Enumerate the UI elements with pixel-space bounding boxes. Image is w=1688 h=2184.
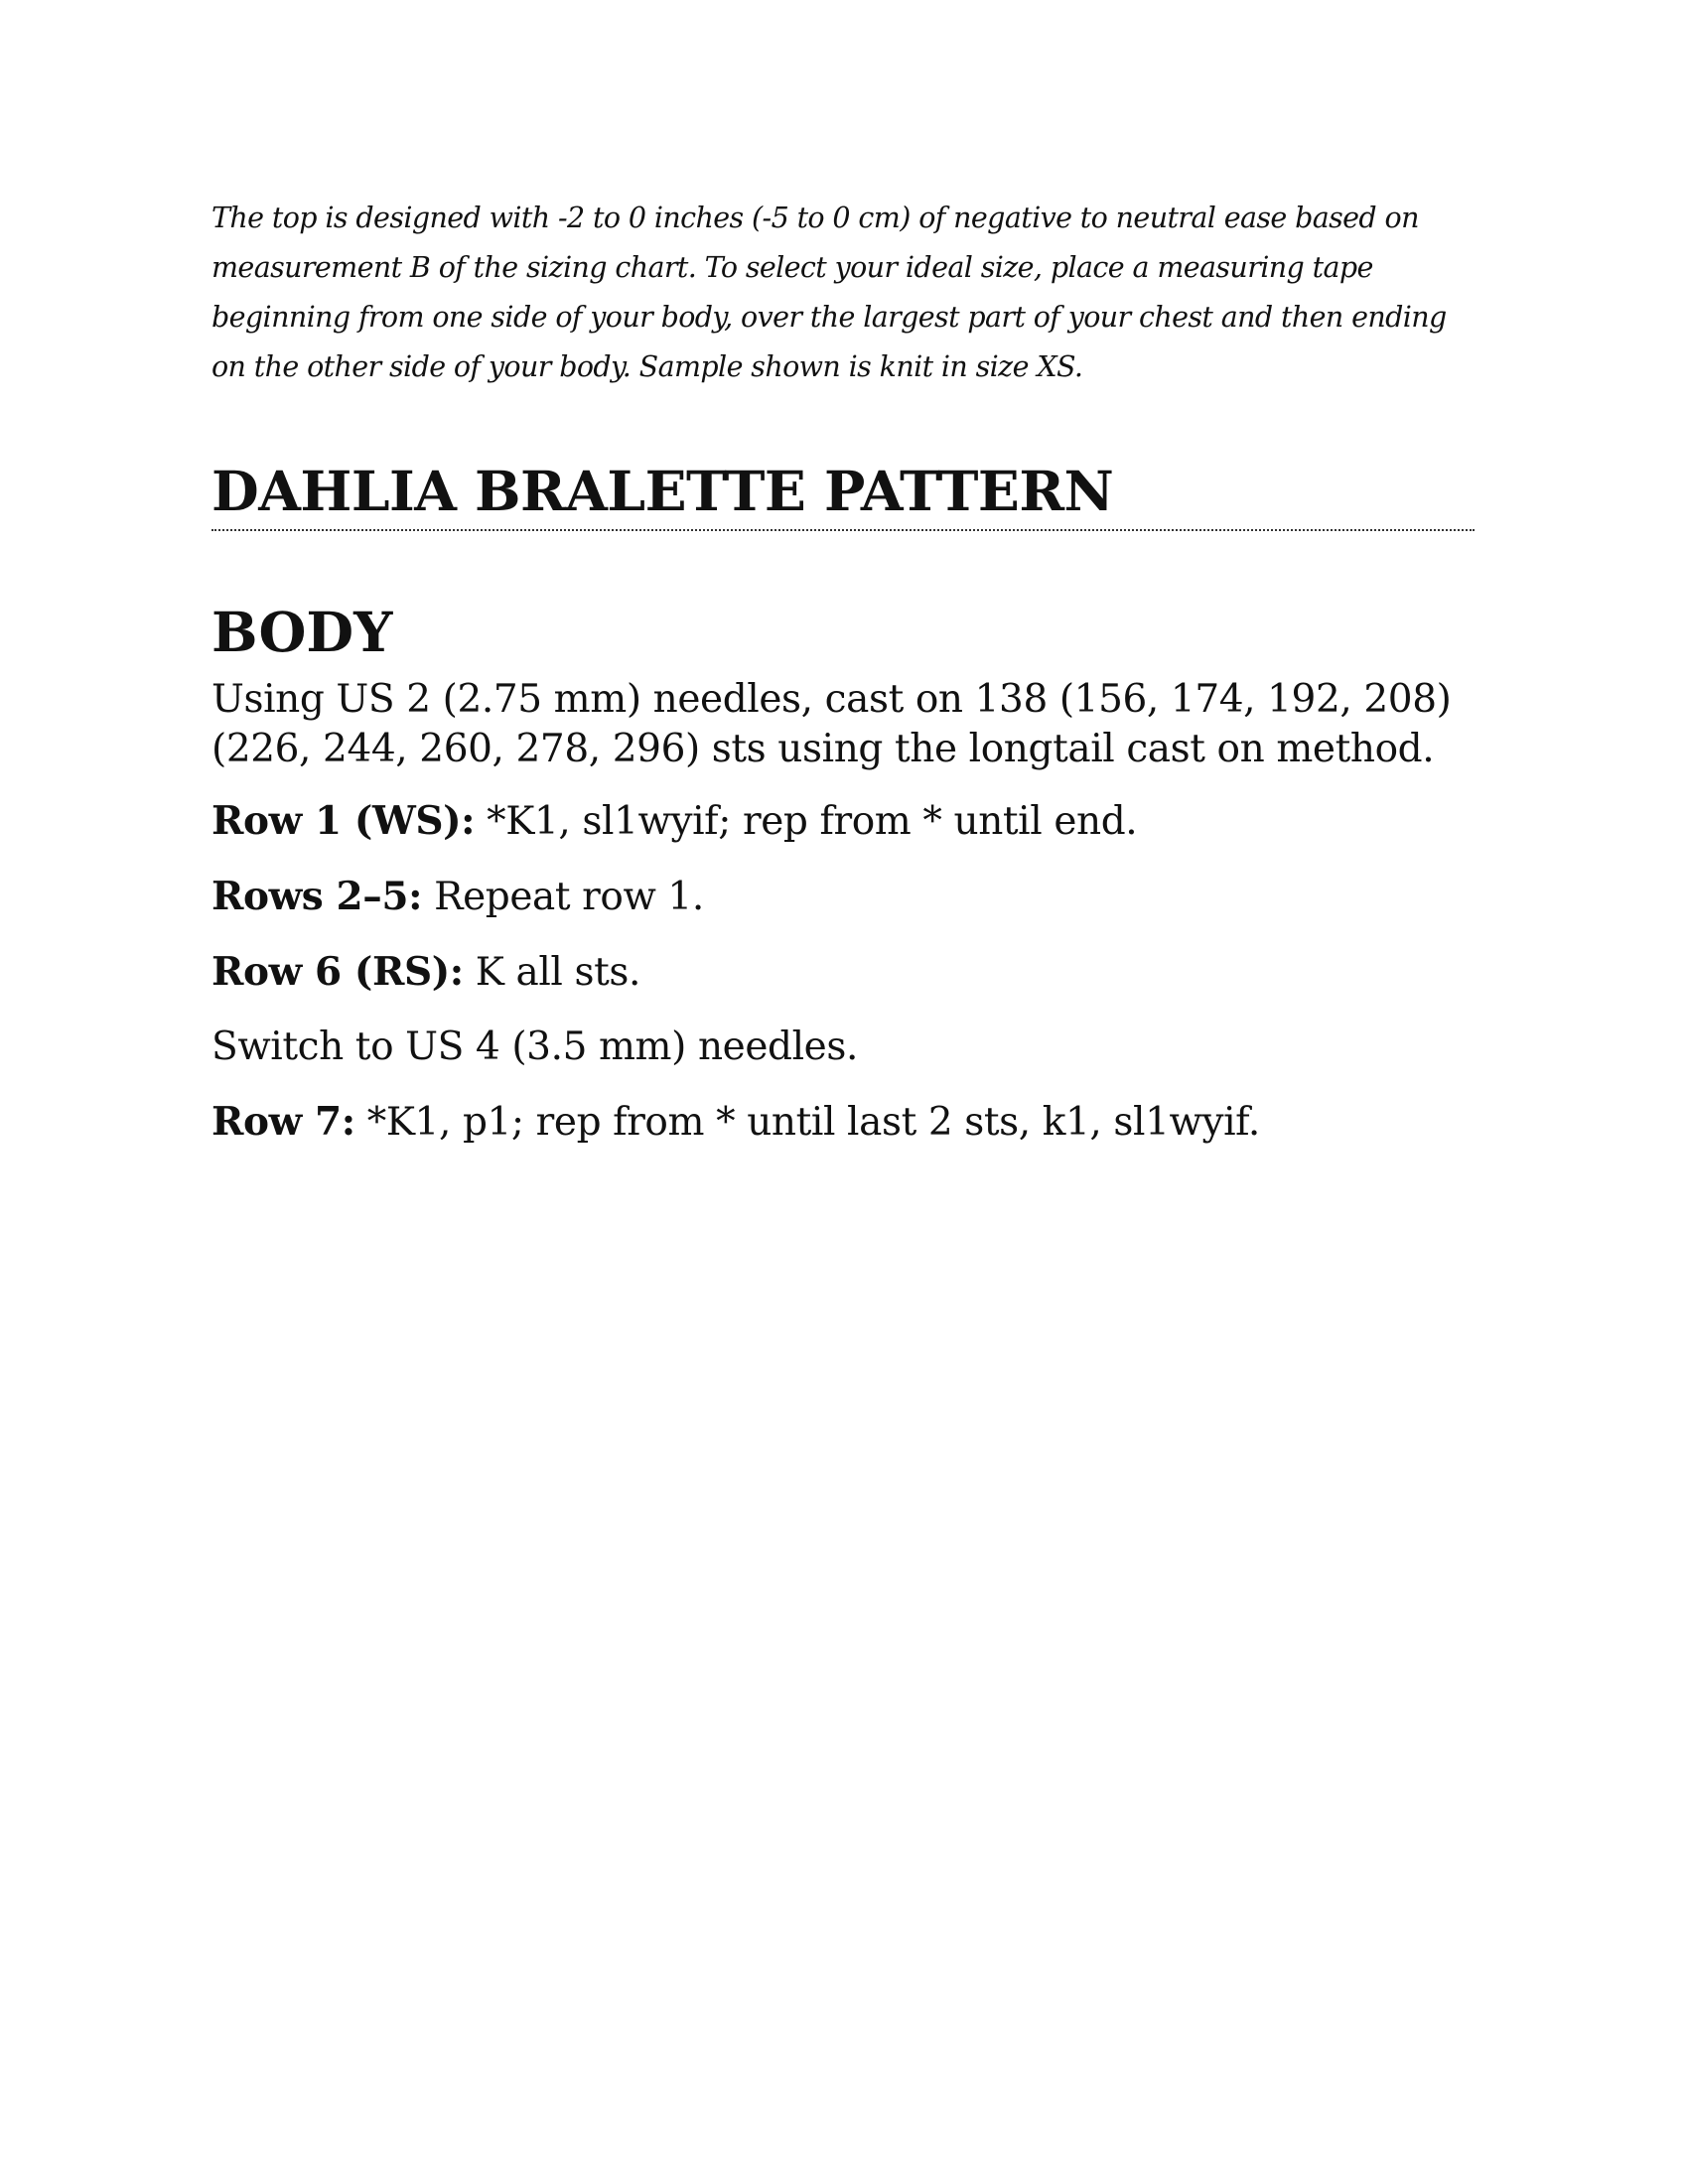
cast-on-instruction: Using US 2 (2.75 mm) needles, cast on 138 (156, 174, 192, 208) (226, 244, 260, 278, 296) sts using the longtail cast on method. xyxy=(211,677,1452,771)
body-instructions xyxy=(211,675,1492,1172)
switch-needles-instruction: Switch to US 4 (3.5 mm) needles. xyxy=(211,1024,858,1069)
row-label: Row 6 (RS): xyxy=(211,949,464,995)
row-text: *K1, p1; rep from * until last 2 sts, k1, sl1wyif. xyxy=(354,1100,1260,1145)
title-divider xyxy=(211,529,1475,531)
intro-paragraph: The top is designed with -2 to 0 inches (-5 to 0 cm) of negative to neutral ease based on measurement B of the sizing chart. To select your ideal size, place a measuring tape beginning from one side of your body, over the largest part of your chest and then ending on the other side of your body. Sample shown is knit in size XS. xyxy=(211,202,1447,383)
document-page xyxy=(211,194,1473,1145)
row-1-instruction xyxy=(211,796,1492,847)
row-text: K all sts. xyxy=(463,950,640,995)
row-text: *K1, sl1wyif; rep from * until end. xyxy=(475,799,1138,844)
rows-2-5-instruction xyxy=(211,872,1492,922)
row-label: Rows 2–5: xyxy=(211,874,423,919)
row-7-instruction xyxy=(211,1097,1492,1148)
row-label: Row 1 (WS): xyxy=(211,798,476,844)
row-6-instruction xyxy=(211,947,1492,998)
row-text: Repeat row 1. xyxy=(422,875,704,919)
section-heading-body: BODY xyxy=(211,600,393,664)
pattern-title: DAHLIA BRALETTE PATTERN xyxy=(211,459,1114,523)
row-label: Row 7: xyxy=(211,1099,355,1145)
